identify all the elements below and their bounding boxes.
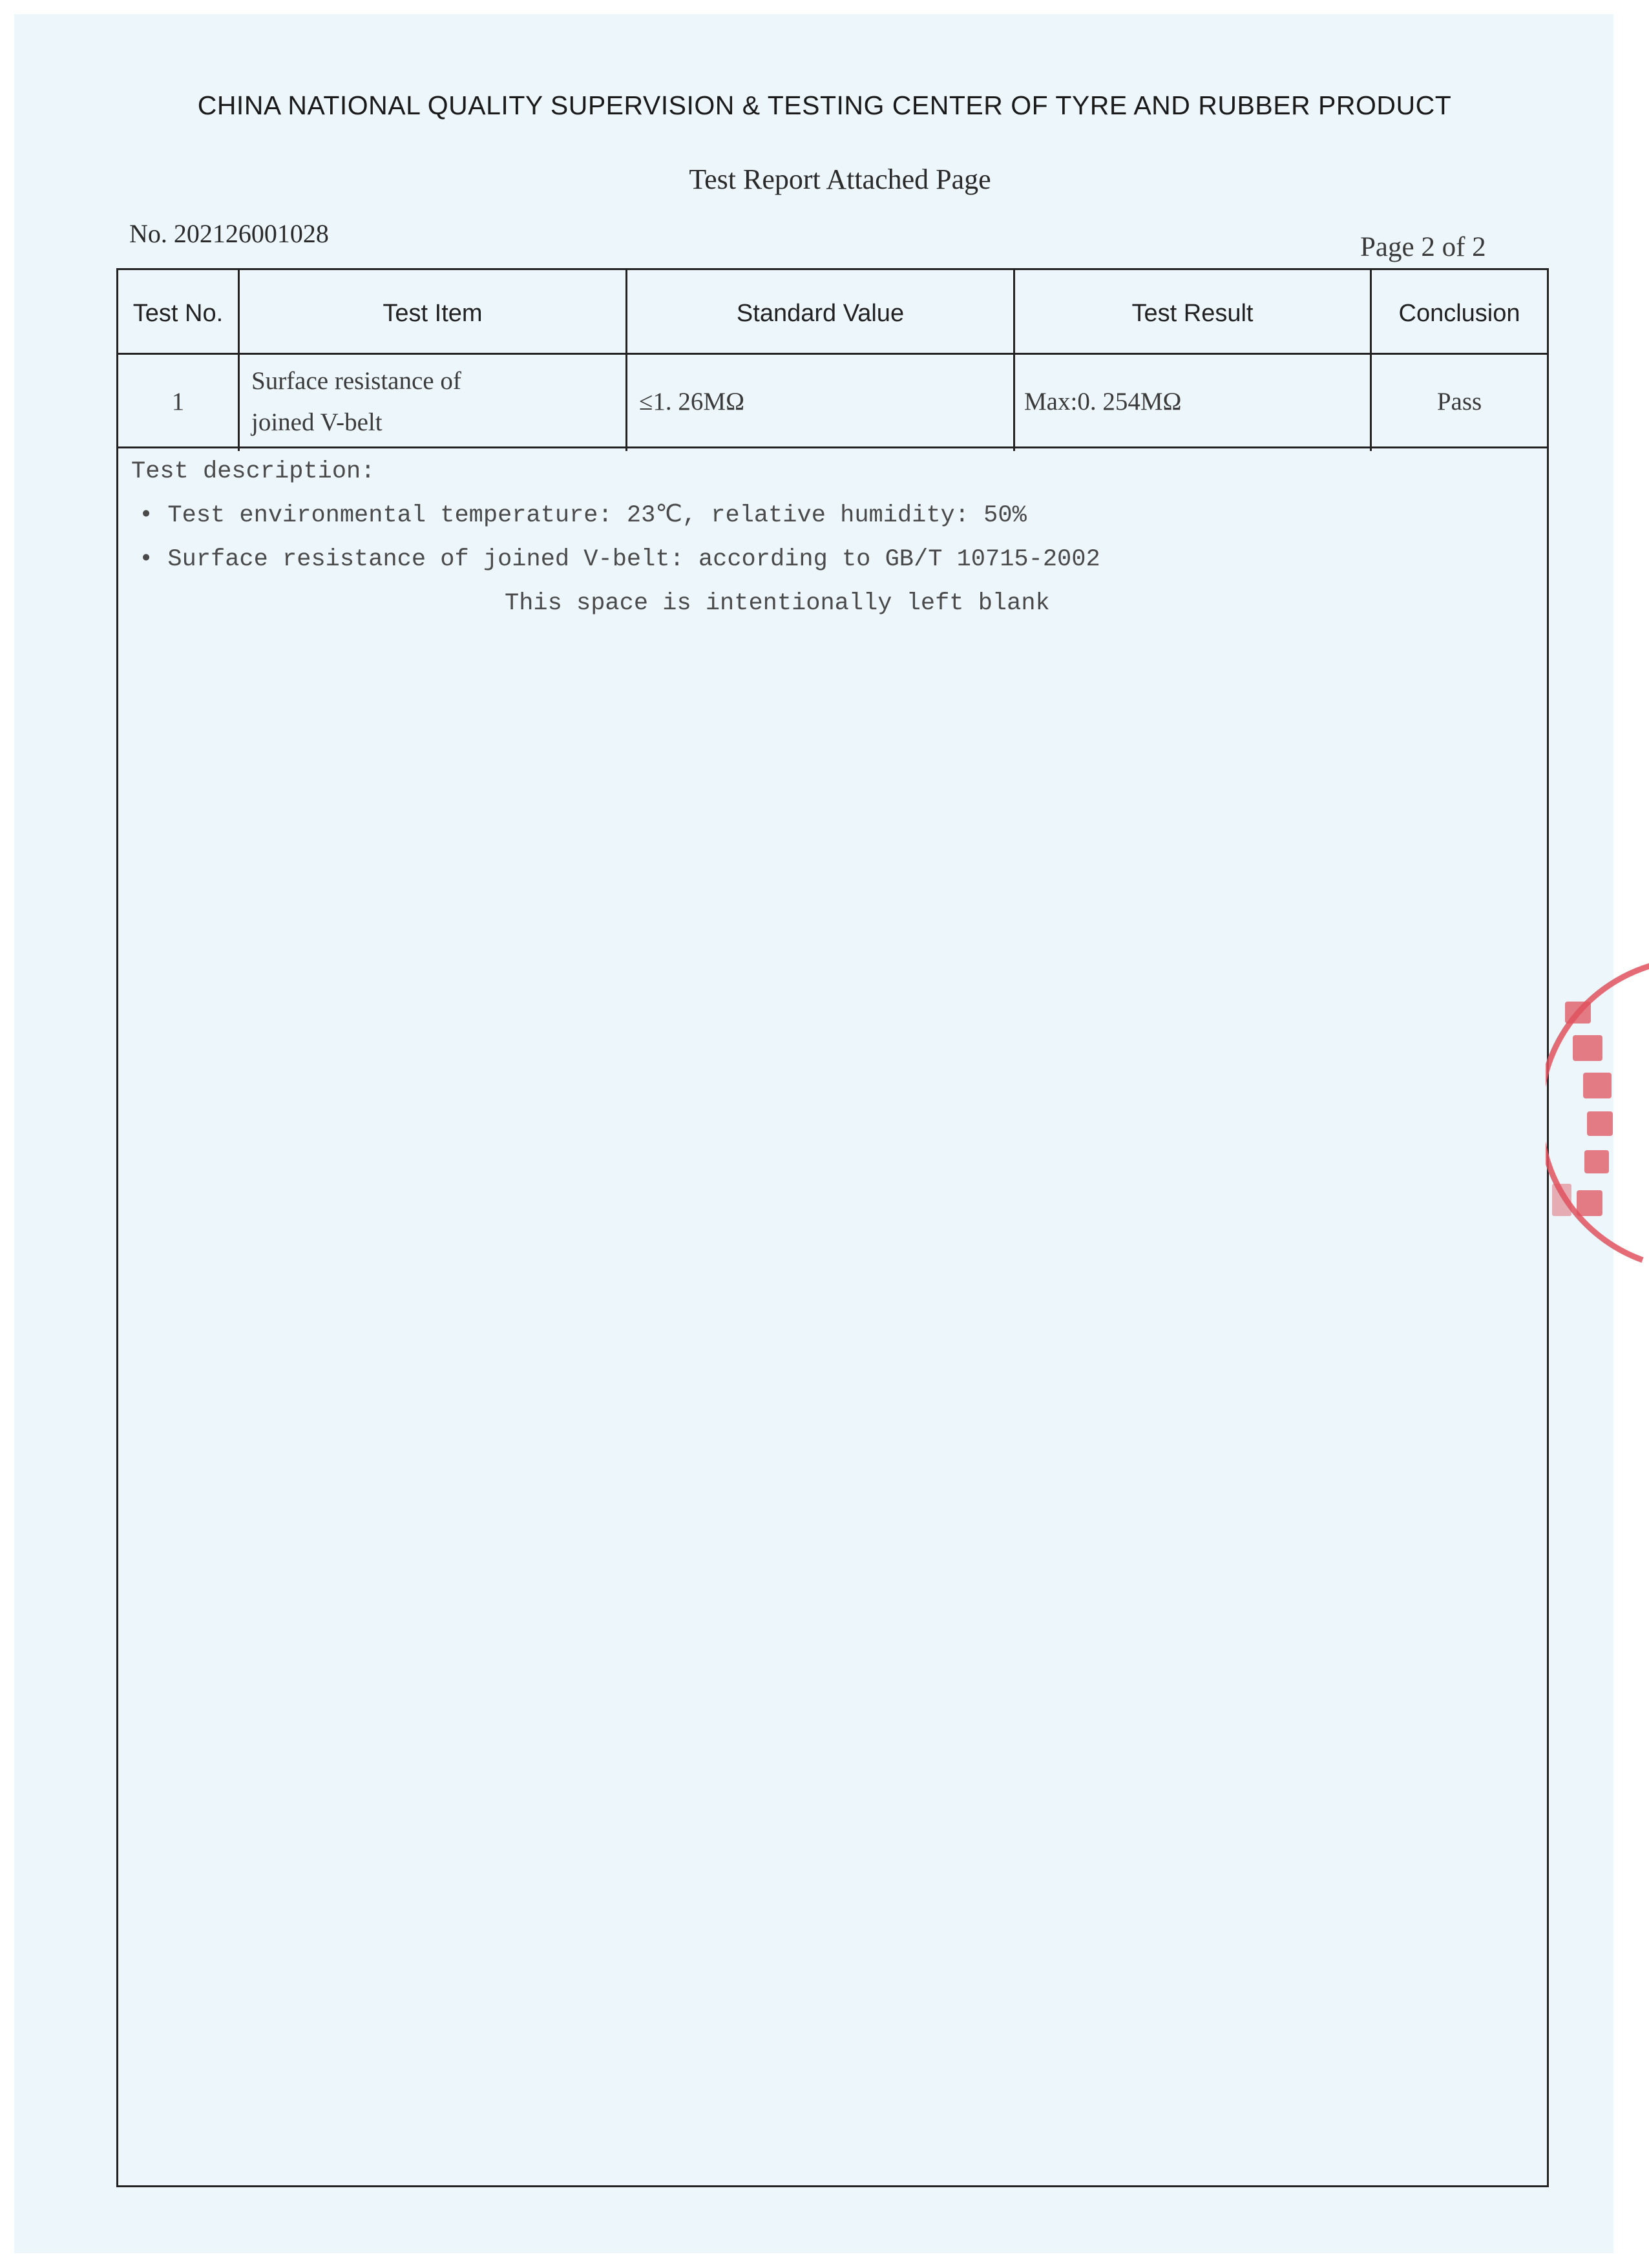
cell-test-result: Max:0. 254MΩ — [1024, 388, 1182, 415]
blank-space-note: This space is intentionally left blank — [505, 590, 1050, 617]
description-bullet: • Surface resistance of joined V-belt: according to GB/T 10715-2002 — [139, 546, 1100, 573]
page-indicator: Page 2 of 2 — [1360, 232, 1486, 262]
report-number: No. 202126001028 — [129, 219, 329, 248]
cell-test-item — [240, 355, 625, 448]
column-header-test-result: Test Result — [1131, 299, 1254, 327]
cell-standard-value: ≤1. 26MΩ — [639, 388, 745, 415]
cell-conclusion: Pass — [1436, 388, 1482, 415]
report-subtitle: Test Report Attached Page — [689, 163, 991, 195]
results-table — [116, 268, 1549, 2187]
test-item-line: Surface resistance of — [251, 366, 461, 395]
organization-title: CHINA NATIONAL QUALITY SUPERVISION & TESTING CENTER OF TYRE AND RUBBER PRODUCT — [197, 90, 1452, 120]
column-header-test-no: Test No. — [132, 299, 224, 327]
official-seal-stamp — [1546, 950, 1649, 1273]
description-bullet: • Test environmental temperature: 23℃, relative humidity: 50% — [139, 502, 1027, 529]
cell-test-no: 1 — [171, 388, 185, 415]
test-description — [131, 450, 1534, 625]
column-header-standard-value: Standard Value — [736, 299, 905, 327]
column-header-conclusion: Conclusion — [1398, 299, 1520, 327]
column-header-test-item: Test Item — [383, 299, 483, 327]
description-heading: Test description: — [131, 458, 375, 485]
test-item-line: joined V-belt — [251, 408, 383, 436]
